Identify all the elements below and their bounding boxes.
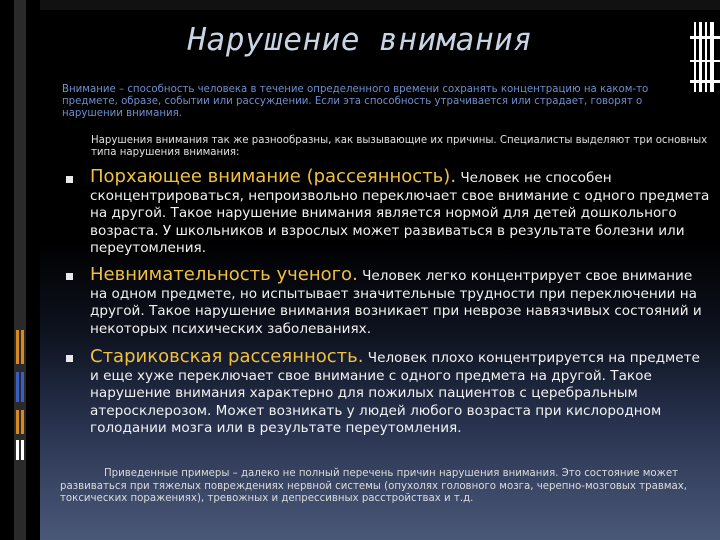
slide-title: Нарушение внимания	[187, 22, 533, 58]
bullet-square-icon	[66, 355, 73, 362]
bullet-item	[90, 266, 710, 338]
bullet-text: Человек не способен сконцентрироваться, непроизвольно переключает свое внимание с одного предмета на другой. Такое нарушение внимания является нормой для детей дошкольного возраста. У школьников и взрослых может развиваться в результате болезни или переутомления.	[90, 170, 710, 256]
bullet-square-icon	[66, 176, 73, 183]
intro-types-paragraph: Нарушения внимания так же разнообразны, как вызывающие их причины. Специалисты выделяют три основных типа нарушения внимания:	[91, 135, 708, 158]
intro-paragraph: Внимание – способность человека в течение определенного времени сохранять концентрацию на каком-то предмете, образе, событии или рассуждении. Если эта способность утрачивается или страдает, говорят о нарушении внимания.	[62, 84, 649, 119]
bullet-heading: Невнимательность ученого.	[90, 264, 358, 285]
footer-paragraph: Приведенные примеры – далеко не полный перечень причин нарушения внимания. Это состояние может развиваться при тяжелых повреждениях нервной системы (опухолях головного мозга, черепно-мозговых травмах, токсических поражениях), тревожных и депрессивных расстройствах и т.д.	[60, 468, 688, 504]
bullet-item	[90, 348, 710, 438]
bullet-text: Человек легко концентрирует свое внимание на одном предмете, но испытывает значительные трудности при переключении на другой. Такое нарушение внимания возникает при неврозе навязчивых состояний и некоторых психических заболеваниях.	[90, 268, 702, 337]
bullet-heading: Порхающее внимание (рассеянность).	[90, 166, 457, 187]
bullet-item	[90, 168, 710, 258]
bullet-square-icon	[66, 273, 73, 280]
left-decor-stripe	[0, 0, 40, 540]
top-decor-bar	[0, 0, 720, 10]
bullet-text: Человек плохо концентрируется на предмете и еще хуже переключает свое внимание с одного предмета на другой. Такое нарушение внимания характерно для пожилых пациентов с церебральным атеросклерозом. Может возникать у людей любого возраста при кислородном голодании мозга или в результате переутомления.	[90, 350, 700, 436]
bullet-heading: Стариковская рассеянность.	[90, 346, 364, 367]
